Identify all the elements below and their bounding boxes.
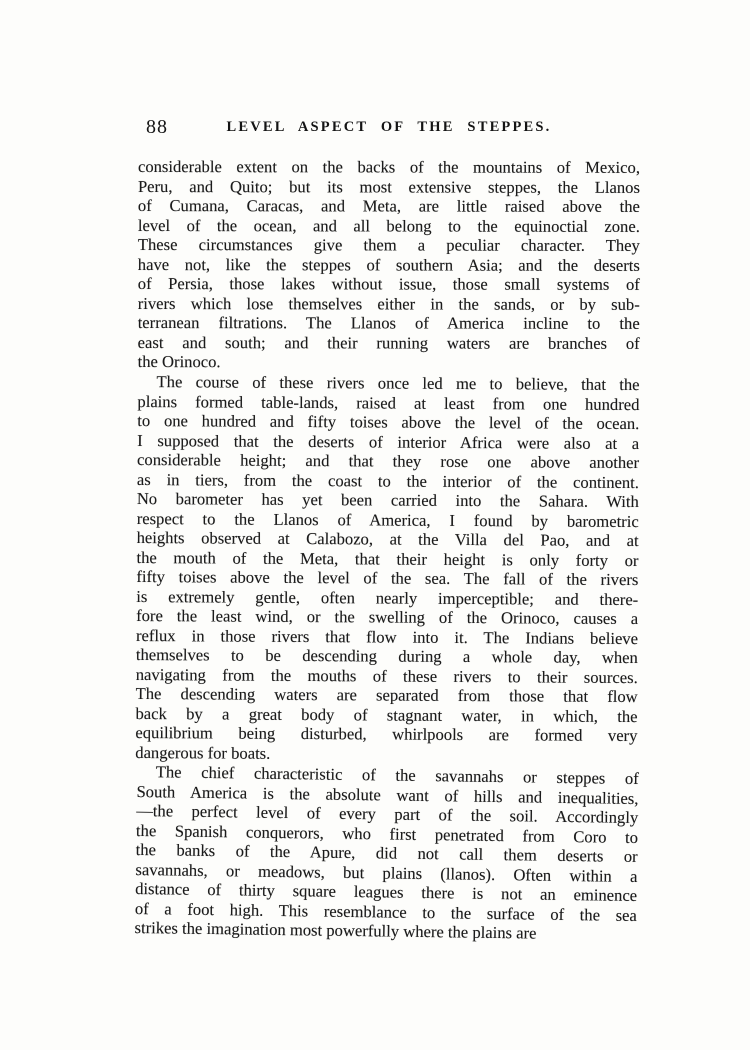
- text-line: themselves to be descending during a whole day, when: [135, 644, 638, 667]
- paragraph: [135, 371, 639, 764]
- text-line: dangerous for boats.: [135, 741, 271, 762]
- text-line: No barometer has yet been carried into the Sahara. With: [136, 488, 639, 511]
- paragraph: [134, 761, 638, 943]
- text-line: of a foot high. This resemblance to the surface of the sea: [134, 897, 637, 924]
- text-line: The course of these rivers once led me to believe, that the: [156, 371, 640, 394]
- text-line: the Spanish conquerors, who first penetrated from Coro to: [135, 819, 639, 847]
- running-header: LEVEL ASPECT OF THE STEPPES.: [226, 119, 552, 135]
- text-line: heights observed at Calabozo, at the Villa del Pao, and at: [136, 527, 639, 550]
- text-line: considerable extent on the backs of the mountains of Mexico,: [137, 157, 640, 177]
- text-line: The chief characteristic of the savannahs or steppes of: [155, 761, 639, 788]
- text-line: —the perfect level of every part of the soil. Accordingly: [136, 800, 639, 827]
- text-line: The descending waters are separated from those that flow: [135, 683, 638, 706]
- text-line: to one hundred and fifty toises above the level of the ocean.: [137, 410, 640, 433]
- text-line: These circumstances give them a peculiar character. They: [137, 234, 640, 255]
- paragraph: [138, 157, 640, 372]
- text-line: considerable height; and that they rose one above another: [137, 449, 640, 472]
- text-line: plains formed table-lands, raised at least from one hundred: [137, 390, 640, 414]
- text-line: reflux in those rivers that flow into it. The Indians believe: [135, 624, 639, 648]
- text-line: fore the least wind, or the swelling of the Orinoco, causes a: [136, 605, 639, 628]
- text-line: the mouth of the Meta, that their height is only forty or: [136, 546, 639, 570]
- text-line: the banks of the Apure, did not call them deserts or: [135, 839, 638, 866]
- page-header: [138, 116, 640, 142]
- text-line: strikes the imagination most powerfully where the plains are: [134, 917, 537, 943]
- text-line: Peru, and Quito; but its most extensive steppes, the Llanos: [137, 176, 640, 197]
- text-line: South America is the absolute want of hills and inequalities,: [136, 780, 639, 808]
- text-line: as in tiers, from the coast to the interior of the continent.: [136, 468, 640, 492]
- page-body: [134, 157, 640, 943]
- text-line: the Orinoco.: [137, 351, 221, 372]
- text-line: is extremely gentle, often nearly imperceptible; and there-: [136, 585, 639, 609]
- text-line: east and south; and their running waters are branches of: [137, 332, 640, 353]
- text-line: I supposed that the deserts of interior Africa were also at a: [137, 429, 640, 453]
- text-line: of Persia, those lakes without issue, those small systems of: [137, 273, 640, 294]
- text-line: navigating from the mouths of these rivers to their sources.: [135, 663, 638, 687]
- text-line: of Cumana, Caracas, and Meta, are little raised above the: [137, 195, 640, 216]
- text-line: terranean filtrations. The Llanos of America incline to the: [137, 312, 640, 333]
- text-line: respect to the Llanos of America, I found by barometric: [136, 507, 639, 531]
- text-line: distance of thirty square leagues there is not an eminence: [135, 878, 638, 905]
- text-line: equilibrium being disturbed, whirlpools are formed very: [135, 722, 638, 745]
- page-number: 88: [146, 116, 168, 138]
- text-line: rivers which lose themselves either in the sands, or by sub-: [137, 293, 640, 314]
- text-line: fifty toises above the level of the sea. The fall of the rivers: [136, 566, 639, 589]
- text-line: have not, like the steppes of southern Asia; and the deserts: [137, 254, 640, 275]
- text-line: savannahs, or meadows, but plains (llanos). Often within a: [135, 858, 638, 885]
- text-line: back by a great body of stagnant water, in which, the: [135, 702, 638, 726]
- text-line: level of the ocean, and all belong to the equinoctial zone.: [137, 215, 640, 236]
